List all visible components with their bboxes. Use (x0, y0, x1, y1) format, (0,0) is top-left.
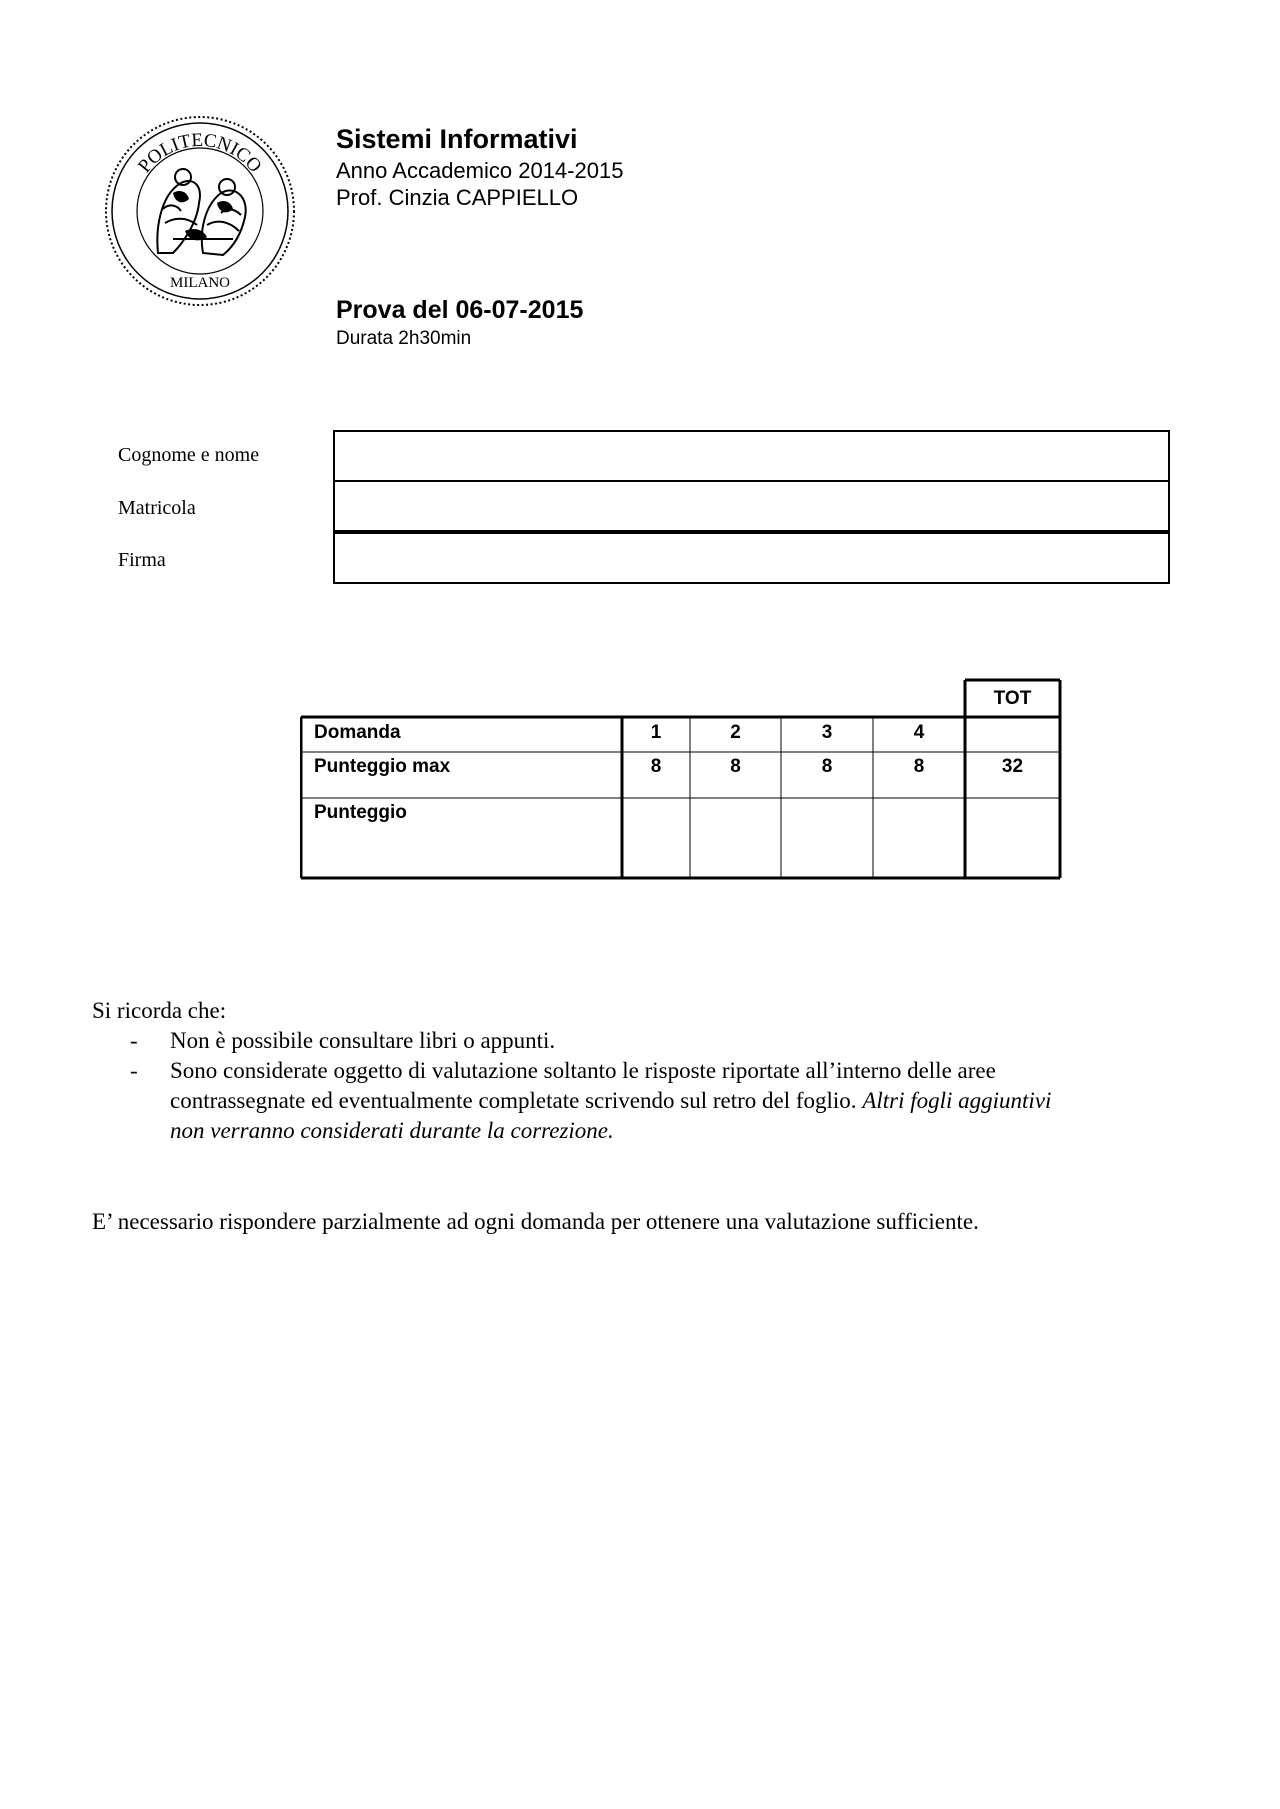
max-score-3: 8 (821, 756, 833, 777)
professor-name: Prof. Cinzia CAPPIELLO (336, 185, 579, 210)
score-cell-3[interactable] (781, 798, 873, 878)
academic-year: Anno Accademico 2014-2015 (336, 158, 624, 183)
note-2-line-2 (170, 1086, 1180, 1116)
tot-header: TOT (993, 688, 1032, 709)
question-number-1: 1 (650, 722, 662, 743)
max-score-2: 8 (730, 756, 741, 777)
student-id-label: Matricola (118, 497, 196, 519)
score-cell-2[interactable] (690, 798, 781, 878)
name-field[interactable] (333, 430, 1170, 482)
note-2-line-3 (170, 1116, 1180, 1146)
score-table (300, 678, 1062, 880)
signature-label: Firma (118, 549, 166, 571)
student-id-field[interactable] (333, 480, 1170, 532)
note-2-line-2-plain: contrassegnate ed eventualmente completate scrivendo sul retro del foglio. (170, 1088, 857, 1113)
note-2-line-1: Sono considerate oggetto di valutazione soltanto le risposte riportate all’interno delle aree (170, 1058, 996, 1083)
signature-field[interactable] (333, 532, 1170, 584)
question-number-2: 2 (730, 722, 741, 743)
question-number-4: 4 (913, 722, 925, 743)
note-1-dash: - (130, 1028, 138, 1053)
score-cell-4[interactable] (873, 798, 965, 878)
exam-duration: Durata 2h30min (336, 328, 472, 349)
max-score-4: 8 (913, 756, 925, 777)
seal-bottom-text: MILANO (170, 275, 230, 291)
note-1-text: Non è possibile consultare libri o appunti. (170, 1028, 556, 1053)
score-cell-1[interactable] (622, 798, 690, 878)
note-2-line-3-italic: non verranno considerati durante la correzione. (170, 1118, 614, 1143)
final-note: E’ necessario rispondere parzialmente ad ogni domanda per ottenere una valutazione sufficiente. (92, 1209, 979, 1234)
course-title: Sistemi Informativi (336, 124, 578, 154)
note-2-line-2-italic: Altri fogli aggiuntivi (862, 1088, 1052, 1113)
seal-top-text: POLITECNICO (134, 129, 266, 177)
exam-date-title: Prova del 06-07-2015 (336, 296, 584, 324)
note-2-text (170, 1056, 1180, 1146)
name-label: Cognome e nome (118, 444, 260, 466)
max-score-tot: 32 (1001, 756, 1024, 777)
row-label-question: Domanda (314, 722, 401, 743)
row-label-score: Punteggio (314, 802, 407, 823)
notes-intro: Si ricorda che: (92, 998, 227, 1023)
question-number-3: 3 (821, 722, 833, 743)
row-label-max-score: Punteggio max (314, 756, 451, 777)
max-score-1: 8 (650, 756, 662, 777)
note-2-dash: - (130, 1058, 138, 1083)
score-cell-tot[interactable] (965, 798, 1060, 878)
university-seal-logo (103, 113, 297, 309)
